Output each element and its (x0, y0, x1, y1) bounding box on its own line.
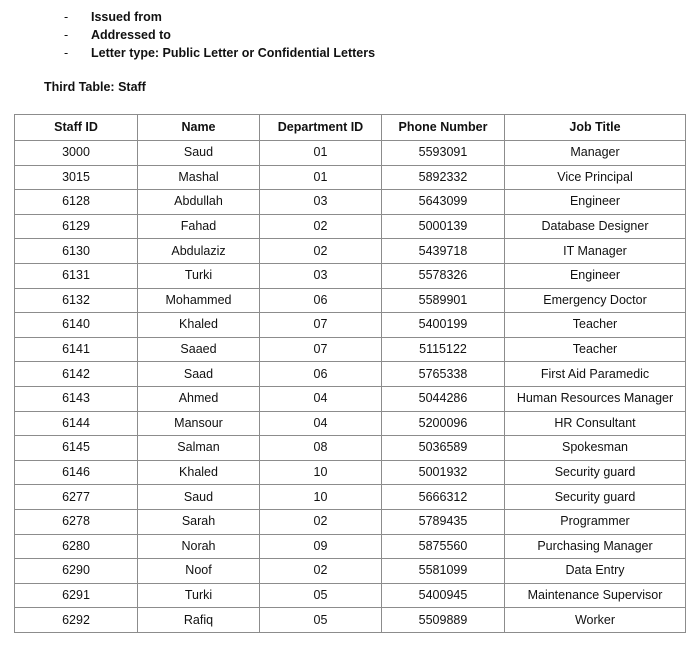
cell-staff-id: 6292 (15, 608, 138, 633)
table-row (15, 485, 686, 510)
list-item (64, 44, 375, 62)
cell-job-title: IT Manager (505, 239, 686, 264)
table-row (15, 534, 686, 559)
requirements-list (64, 8, 375, 62)
cell-staff-id: 6131 (15, 263, 138, 288)
cell-staff-id: 6277 (15, 485, 138, 510)
table-row (15, 583, 686, 608)
cell-department-id: 05 (260, 608, 382, 633)
cell-job-title: Teacher (505, 337, 686, 362)
staff-table-body (15, 141, 686, 633)
cell-staff-id: 6144 (15, 411, 138, 436)
cell-name: Mashal (138, 165, 260, 190)
cell-name: Khaled (138, 313, 260, 338)
cell-name: Abdullah (138, 190, 260, 215)
cell-department-id: 09 (260, 534, 382, 559)
cell-phone-number: 5439718 (382, 239, 505, 264)
list-item-text: Letter type: Public Letter or Confidential Letters (91, 46, 376, 60)
header-row (15, 115, 686, 141)
table-row (15, 509, 686, 534)
table-row (15, 411, 686, 436)
table-row (15, 460, 686, 485)
cell-phone-number: 5001932 (382, 460, 505, 485)
cell-name: Ahmed (138, 386, 260, 411)
cell-phone-number: 5593091 (382, 141, 505, 166)
cell-job-title: Security guard (505, 485, 686, 510)
cell-phone-number: 5000139 (382, 214, 505, 239)
header-phone-number: Phone Number (382, 115, 505, 141)
table-row (15, 141, 686, 166)
cell-name: Noof (138, 559, 260, 584)
header-job-title: Job Title (505, 115, 686, 141)
cell-department-id: 10 (260, 460, 382, 485)
cell-phone-number: 5200096 (382, 411, 505, 436)
cell-phone-number: 5875560 (382, 534, 505, 559)
cell-staff-id: 6146 (15, 460, 138, 485)
list-item (64, 8, 375, 26)
cell-phone-number: 5666312 (382, 485, 505, 510)
table-row (15, 263, 686, 288)
cell-name: Mansour (138, 411, 260, 436)
cell-job-title: Emergency Doctor (505, 288, 686, 313)
cell-name: Saud (138, 141, 260, 166)
cell-department-id: 04 (260, 411, 382, 436)
cell-department-id: 05 (260, 583, 382, 608)
cell-name: Norah (138, 534, 260, 559)
cell-name: Mohammed (138, 288, 260, 313)
cell-phone-number: 5643099 (382, 190, 505, 215)
cell-name: Saud (138, 485, 260, 510)
cell-staff-id: 6141 (15, 337, 138, 362)
cell-staff-id: 6130 (15, 239, 138, 264)
table-row (15, 165, 686, 190)
cell-phone-number: 5581099 (382, 559, 505, 584)
bullet-dash: - (64, 46, 69, 60)
cell-staff-id: 6145 (15, 436, 138, 461)
cell-job-title: HR Consultant (505, 411, 686, 436)
cell-staff-id: 6280 (15, 534, 138, 559)
cell-job-title: Programmer (505, 509, 686, 534)
cell-staff-id: 6291 (15, 583, 138, 608)
header-staff-id: Staff ID (15, 115, 138, 141)
header-name: Name (138, 115, 260, 141)
table-row (15, 608, 686, 633)
cell-department-id: 02 (260, 509, 382, 534)
cell-department-id: 06 (260, 288, 382, 313)
cell-phone-number: 5578326 (382, 263, 505, 288)
list-item-text: Issued from (91, 10, 162, 24)
cell-phone-number: 5400199 (382, 313, 505, 338)
table-row (15, 214, 686, 239)
cell-staff-id: 6290 (15, 559, 138, 584)
table-row (15, 190, 686, 215)
cell-staff-id: 3000 (15, 141, 138, 166)
cell-job-title: Manager (505, 141, 686, 166)
cell-name: Rafiq (138, 608, 260, 633)
cell-name: Khaled (138, 460, 260, 485)
staff-table (14, 114, 686, 633)
bullet-dash: - (64, 28, 69, 42)
cell-name: Abdulaziz (138, 239, 260, 264)
table-row (15, 313, 686, 338)
cell-name: Saaed (138, 337, 260, 362)
cell-job-title: Vice Principal (505, 165, 686, 190)
list-item (64, 26, 375, 44)
cell-phone-number: 5765338 (382, 362, 505, 387)
section-title: Third Table: Staff (44, 80, 146, 94)
cell-department-id: 04 (260, 386, 382, 411)
cell-job-title: First Aid Paramedic (505, 362, 686, 387)
table-row (15, 386, 686, 411)
cell-department-id: 02 (260, 239, 382, 264)
cell-name: Turki (138, 583, 260, 608)
table-row (15, 362, 686, 387)
cell-name: Saad (138, 362, 260, 387)
cell-staff-id: 6128 (15, 190, 138, 215)
cell-name: Turki (138, 263, 260, 288)
cell-job-title: Worker (505, 608, 686, 633)
cell-staff-id: 6132 (15, 288, 138, 313)
table-row (15, 559, 686, 584)
cell-name: Salman (138, 436, 260, 461)
cell-staff-id: 3015 (15, 165, 138, 190)
cell-phone-number: 5044286 (382, 386, 505, 411)
cell-staff-id: 6278 (15, 509, 138, 534)
cell-department-id: 03 (260, 263, 382, 288)
cell-phone-number: 5509889 (382, 608, 505, 633)
cell-job-title: Data Entry (505, 559, 686, 584)
cell-department-id: 01 (260, 141, 382, 166)
cell-job-title: Engineer (505, 263, 686, 288)
cell-department-id: 03 (260, 190, 382, 215)
cell-phone-number: 5589901 (382, 288, 505, 313)
header-department-id: Department ID (260, 115, 382, 141)
bullet-dash: - (64, 10, 69, 24)
cell-job-title: Database Designer (505, 214, 686, 239)
cell-job-title: Purchasing Manager (505, 534, 686, 559)
cell-name: Sarah (138, 509, 260, 534)
cell-department-id: 10 (260, 485, 382, 510)
cell-staff-id: 6129 (15, 214, 138, 239)
cell-phone-number: 5789435 (382, 509, 505, 534)
cell-job-title: Maintenance Supervisor (505, 583, 686, 608)
cell-department-id: 06 (260, 362, 382, 387)
cell-phone-number: 5036589 (382, 436, 505, 461)
cell-department-id: 02 (260, 559, 382, 584)
cell-phone-number: 5115122 (382, 337, 505, 362)
cell-department-id: 01 (260, 165, 382, 190)
table-row (15, 436, 686, 461)
table-row (15, 337, 686, 362)
cell-department-id: 07 (260, 313, 382, 338)
cell-job-title: Engineer (505, 190, 686, 215)
cell-phone-number: 5892332 (382, 165, 505, 190)
table-row (15, 239, 686, 264)
cell-job-title: Teacher (505, 313, 686, 338)
cell-staff-id: 6142 (15, 362, 138, 387)
cell-job-title: Spokesman (505, 436, 686, 461)
cell-staff-id: 6143 (15, 386, 138, 411)
cell-department-id: 02 (260, 214, 382, 239)
cell-job-title: Security guard (505, 460, 686, 485)
cell-phone-number: 5400945 (382, 583, 505, 608)
cell-job-title: Human Resources Manager (505, 386, 686, 411)
cell-department-id: 07 (260, 337, 382, 362)
list-item-text: Addressed to (91, 28, 171, 42)
cell-department-id: 08 (260, 436, 382, 461)
table-row (15, 288, 686, 313)
cell-staff-id: 6140 (15, 313, 138, 338)
cell-name: Fahad (138, 214, 260, 239)
